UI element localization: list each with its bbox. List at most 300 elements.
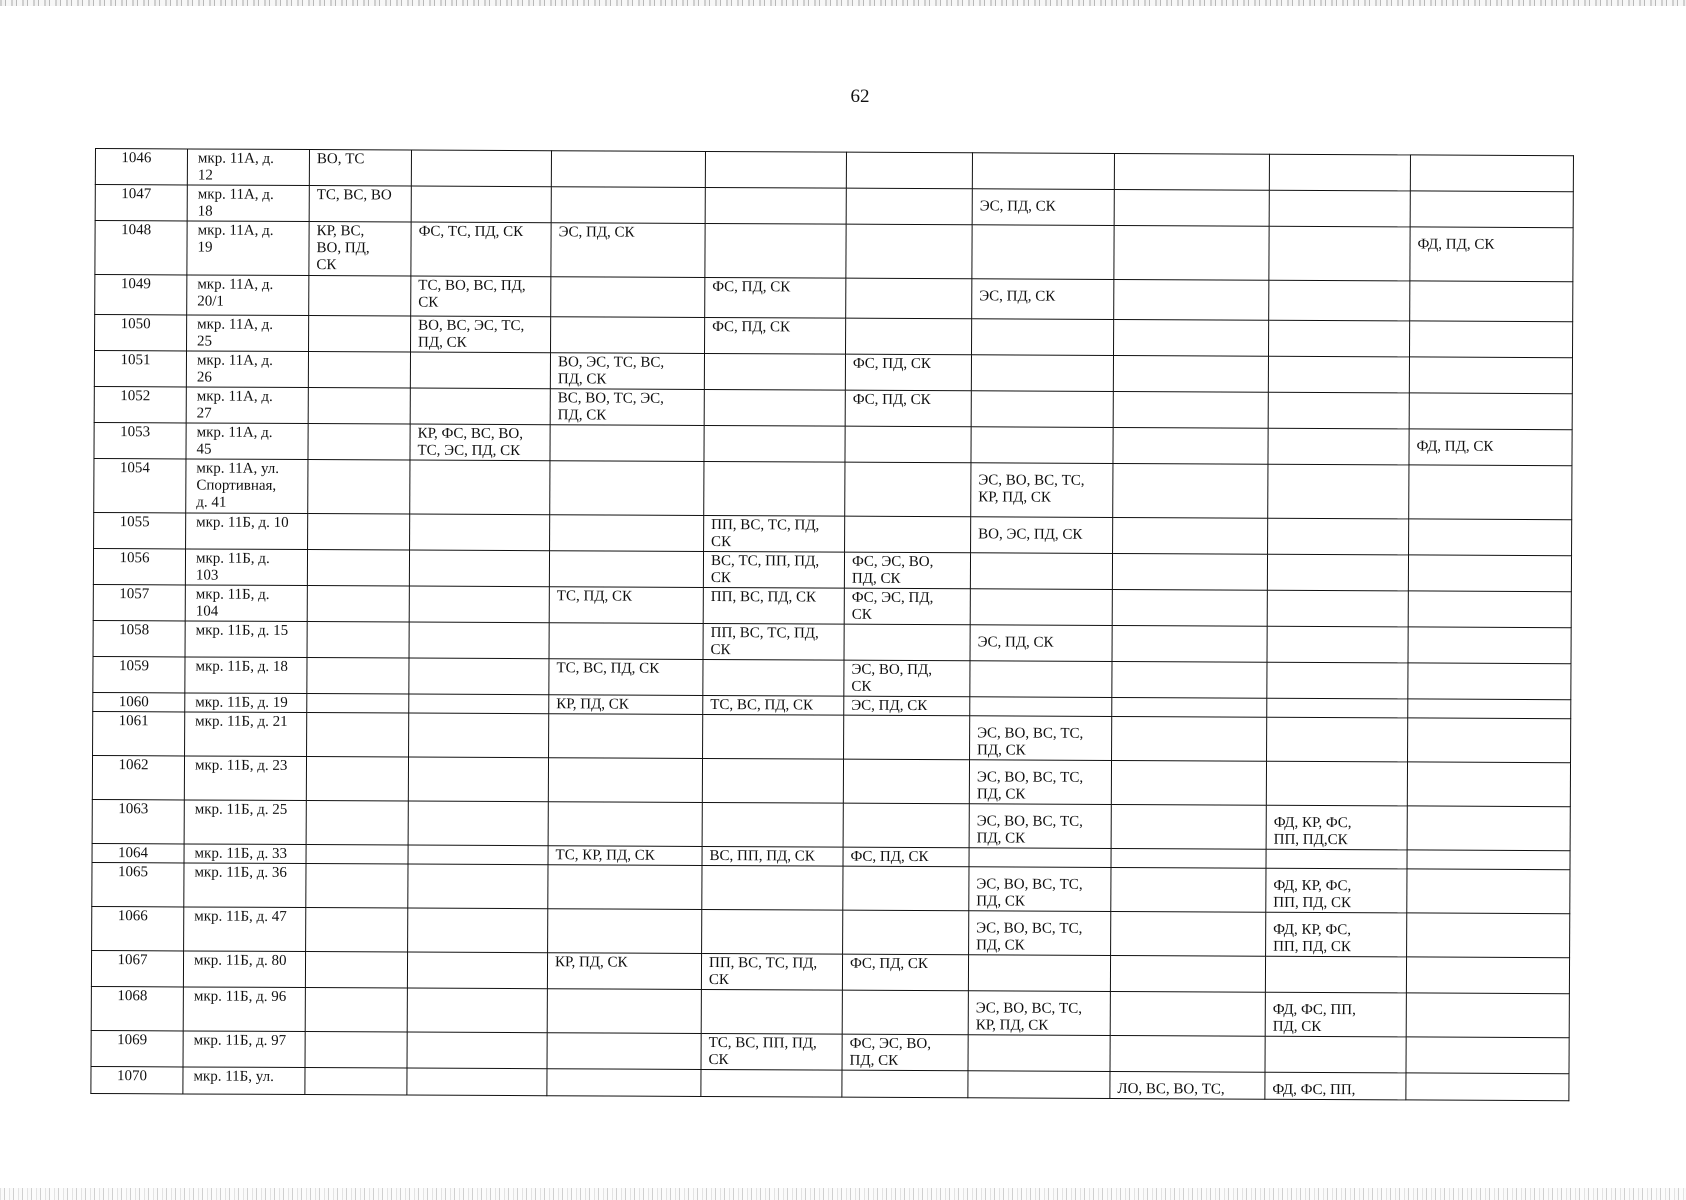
category-cell-text: ЭС, ВО, ВС, ТС, ПД, СК <box>976 769 1084 803</box>
category-cell-7 <box>1110 991 1265 1036</box>
category-cell-3 <box>549 551 703 588</box>
address-cell: мкр. 11А, д. 26 <box>186 351 308 388</box>
category-cell-2 <box>409 622 549 659</box>
category-cell-9 <box>1409 357 1572 394</box>
category-cell-8 <box>1269 190 1410 227</box>
row-number-cell: 1065 <box>92 862 184 906</box>
category-cell-text: ЭС, ПД, СК <box>977 634 1054 651</box>
category-cell-6 <box>971 355 1113 392</box>
row-number-cell: 1056 <box>93 548 185 584</box>
category-cell-3 <box>549 714 703 759</box>
category-cell-4 <box>702 802 843 847</box>
category-cell-2 <box>409 586 549 623</box>
table-row <box>91 986 1569 1037</box>
row-number-cell: 1046 <box>95 149 187 185</box>
category-cell-6 <box>970 589 1112 626</box>
row-number-cell: 1062 <box>92 755 184 799</box>
category-cell-9 <box>1407 762 1570 807</box>
category-cell-7 <box>1110 1035 1265 1072</box>
category-cell-8 <box>1266 868 1407 913</box>
category-cell-8 <box>1268 428 1409 465</box>
category-cell-4 <box>702 758 843 803</box>
category-cell-1 <box>305 988 407 1032</box>
category-cell-8 <box>1267 554 1408 591</box>
category-cell-5 <box>843 759 969 804</box>
category-cell-8 <box>1267 590 1408 627</box>
category-cell-2 <box>408 845 548 865</box>
category-cell-text: ФД, КР, ФС, ПП, ПД, СК <box>1273 877 1352 912</box>
category-cell-2 <box>411 316 551 353</box>
category-cell-4 <box>704 353 845 390</box>
category-cell-9 <box>1410 191 1573 228</box>
category-cell-text: ПП, ВС, ТС, ПД, СК <box>708 955 818 989</box>
category-cell-9 <box>1409 321 1572 358</box>
category-cell-text: ФС, ЭС, ПД, СК <box>851 589 934 623</box>
address-cell: мкр. 11Б, д. 80 <box>183 951 305 988</box>
category-cell-7 <box>1113 427 1268 464</box>
category-cell-text: ТС, ВС, ПП, ПД, СК <box>708 1035 817 1069</box>
row-number-cell: 1054 <box>94 458 186 512</box>
row-number-cell: 1050 <box>95 315 187 351</box>
category-cell-9 <box>1408 718 1571 763</box>
row-number-cell: 1049 <box>95 275 187 315</box>
category-cell-text: ФС, ПД, СК <box>852 355 931 373</box>
address-cell: мкр. 11Б, д. 103 <box>185 549 307 586</box>
table-row <box>92 906 1570 957</box>
category-cell-text: ТС, ВО, ВС, ПД, СК <box>418 277 526 311</box>
category-cell-4 <box>701 989 842 1034</box>
category-cell-7 <box>1111 867 1266 912</box>
category-cell-6 <box>972 279 1114 320</box>
category-cell-7 <box>1111 804 1266 849</box>
category-cell-4 <box>703 587 844 624</box>
category-cell-5 <box>845 462 971 517</box>
category-cell-7 <box>1112 697 1267 717</box>
category-cell-text: ФД, ПД, СК <box>1416 438 1494 455</box>
category-cell-9 <box>1406 993 1569 1038</box>
category-cell-9 <box>1410 227 1573 282</box>
category-cell-7 <box>1111 848 1266 868</box>
category-cell-text: ПП, ВС, ТС, ПД, СК <box>711 517 820 551</box>
category-cell-1 <box>308 460 410 514</box>
category-cell-1 <box>309 150 411 186</box>
category-cell-8 <box>1269 280 1410 321</box>
category-cell-9 <box>1407 850 1570 870</box>
category-cell-4 <box>702 909 843 954</box>
row-number-cell: 1060 <box>93 692 185 711</box>
category-cell-6 <box>970 661 1112 698</box>
category-cell-7 <box>1111 760 1266 805</box>
category-cell-6 <box>969 760 1111 805</box>
category-cell-3 <box>547 989 701 1034</box>
table-row <box>92 755 1570 806</box>
category-cell-3 <box>551 187 705 224</box>
address-cell: мкр. 11Б, ул. <box>183 1067 305 1095</box>
category-cell-text: ТС, ПД, СК <box>556 588 633 605</box>
category-cell-text: ВС, ВО, ТС, ЭС, ПД, СК <box>557 390 664 424</box>
category-cell-1 <box>306 908 408 952</box>
category-cell-5 <box>845 354 971 391</box>
address-cell: мкр. 11Б, д. 15 <box>185 621 307 658</box>
category-cell-7 <box>1113 391 1268 428</box>
table-row <box>93 711 1571 762</box>
category-cell-text: ФС, ПД, СК <box>712 319 791 336</box>
category-cell-1 <box>307 550 409 586</box>
category-cell-1 <box>308 424 410 460</box>
category-cell-text: ЭС, ВО, ВС, ТС, КР, ПД, СК <box>978 472 1085 506</box>
row-number-cell: 1059 <box>93 656 185 692</box>
category-cell-4 <box>701 953 842 990</box>
category-cell-5 <box>843 803 969 848</box>
category-cell-8 <box>1265 992 1406 1037</box>
category-cell-text: ФД, ФС, ПП, <box>1272 1081 1356 1099</box>
category-cell-3 <box>547 953 701 990</box>
address-cell: мкр. 11Б, д. 47 <box>184 907 306 952</box>
row-number-cell: 1048 <box>95 221 187 275</box>
category-cell-4 <box>703 659 844 696</box>
category-cell-7 <box>1110 1071 1265 1099</box>
category-cell-2 <box>410 352 550 389</box>
category-cell-9 <box>1409 393 1572 430</box>
category-cell-2 <box>410 388 550 425</box>
category-cell-6 <box>972 225 1114 280</box>
category-cell-2 <box>411 222 551 277</box>
category-cell-6 <box>970 625 1112 662</box>
category-cell-7 <box>1110 955 1265 992</box>
category-cell-6 <box>970 697 1112 717</box>
category-cell-4 <box>703 551 844 588</box>
row-number-cell: 1069 <box>91 1030 183 1066</box>
category-cell-8 <box>1265 1036 1406 1073</box>
category-cell-6 <box>969 867 1111 912</box>
category-cell-8 <box>1268 518 1409 555</box>
row-number-cell: 1058 <box>93 620 185 656</box>
address-cell: мкр. 11А, д. 19 <box>187 221 309 276</box>
category-cell-1 <box>307 586 409 622</box>
category-cell-1 <box>309 186 411 222</box>
address-cell: мкр. 11А, д. 18 <box>187 185 309 222</box>
address-cell: мкр. 11Б, д. 19 <box>185 693 307 713</box>
table-row <box>92 799 1570 850</box>
address-cell: мкр. 11Б, д. 97 <box>183 1031 305 1068</box>
category-cell-2 <box>407 988 547 1033</box>
category-cell-3 <box>551 223 705 278</box>
category-cell-3 <box>548 758 702 803</box>
category-cell-9 <box>1408 699 1571 719</box>
category-cell-6 <box>968 955 1110 992</box>
category-cell-7 <box>1112 589 1267 626</box>
category-cell-9 <box>1408 663 1571 700</box>
category-cell-2 <box>411 150 551 187</box>
category-cell-text: КР, ВС, ВО, ПД, СК <box>316 223 370 274</box>
category-cell-3 <box>549 659 703 696</box>
category-cell-9 <box>1407 806 1570 851</box>
row-number-cell: 1067 <box>91 950 183 986</box>
scan-bottom-edge <box>0 1188 1686 1200</box>
category-cell-4 <box>705 317 846 354</box>
category-cell-4 <box>705 151 846 188</box>
address-cell: мкр. 11Б, д. 96 <box>183 987 305 1032</box>
category-cell-8 <box>1269 226 1410 281</box>
category-cell-1 <box>305 1068 407 1095</box>
category-cell-5 <box>845 390 971 427</box>
category-cell-8 <box>1268 320 1409 357</box>
category-cell-text: ВС, ПП, ПД, СК <box>709 848 815 865</box>
category-cell-3 <box>549 695 703 715</box>
category-cell-text: ТС, ВС, ВО <box>316 187 392 204</box>
category-cell-8 <box>1265 1072 1406 1100</box>
category-cell-3 <box>550 461 704 516</box>
category-cell-8 <box>1267 717 1408 762</box>
category-cell-4 <box>704 461 845 516</box>
category-cell-1 <box>307 622 409 658</box>
category-cell-8 <box>1266 849 1407 869</box>
category-cell-7 <box>1114 225 1269 280</box>
category-cell-2 <box>410 460 550 515</box>
category-cell-7 <box>1113 355 1268 392</box>
category-cell-3 <box>547 1033 701 1070</box>
row-number-cell: 1057 <box>93 584 185 620</box>
category-cell-text: ФС, ЭС, ВО, ПД, СК <box>849 1035 932 1069</box>
category-cell-text: ВО, ЭС, ТС, ВС, ПД, СК <box>557 354 665 388</box>
category-cell-text: КР, ПД, СК <box>556 696 629 713</box>
category-cell-8 <box>1268 356 1409 393</box>
category-cell-7 <box>1114 279 1269 320</box>
category-cell-4 <box>702 846 843 866</box>
scan-top-edge <box>0 0 1686 6</box>
table-wrapper <box>90 148 1574 1101</box>
category-cell-text: КР, ФС, ВС, ВО, ТС, ЭС, ПД, СК <box>417 425 524 460</box>
category-cell-6 <box>970 716 1112 761</box>
address-cell: мкр. 11А, д. 27 <box>186 387 308 424</box>
category-cell-3 <box>551 151 705 188</box>
category-cell-text: ЭС, ВО, ВС, ТС, ПД, СК <box>976 876 1083 910</box>
category-cell-1 <box>306 845 408 864</box>
category-cell-text: ТС, ВС, ПД, СК <box>556 660 660 677</box>
category-cell-5 <box>844 552 970 589</box>
category-cell-6 <box>972 153 1114 190</box>
category-cell-5 <box>844 660 970 697</box>
category-cell-2 <box>410 514 550 551</box>
category-cell-1 <box>305 1032 407 1068</box>
category-cell-text: ЭС, ПД, СК <box>558 224 635 241</box>
category-cell-text: ВО, ВС, ЭС, ТС, ПД, СК <box>418 317 525 351</box>
address-cell: мкр. 11Б, д. 104 <box>185 585 307 622</box>
category-cell-6 <box>971 391 1113 428</box>
category-cell-5 <box>844 696 970 716</box>
category-cell-5 <box>846 152 972 189</box>
category-cell-9 <box>1409 429 1572 466</box>
category-cell-9 <box>1410 281 1573 322</box>
category-cell-1 <box>309 276 411 316</box>
category-cell-5 <box>846 224 972 279</box>
category-cell-text: ФД, ФС, ПП, ПД, СК <box>1272 1001 1356 1036</box>
category-cell-3 <box>551 317 705 354</box>
row-number-cell: 1061 <box>93 711 185 755</box>
category-cell-text: ЭС, ВО, ВС, ТС, КР, ПД, СК <box>975 1000 1083 1034</box>
category-cell-text: ЭС, ВО, ВС, ТС, ПД, СК <box>976 813 1083 847</box>
category-cell-9 <box>1408 591 1571 628</box>
category-cell-9 <box>1407 913 1570 958</box>
category-cell-2 <box>408 757 548 802</box>
category-cell-2 <box>409 658 549 695</box>
category-cell-1 <box>309 222 411 276</box>
category-cell-3 <box>548 846 702 866</box>
address-cell: мкр. 11Б, д. 23 <box>184 756 306 801</box>
category-cell-6 <box>971 427 1113 464</box>
category-cell-6 <box>970 553 1112 590</box>
category-cell-2 <box>408 908 548 953</box>
category-cell-4 <box>703 714 844 759</box>
table-row <box>92 862 1570 913</box>
category-cell-7 <box>1111 911 1266 956</box>
category-cell-text: ЭС, ПД, СК <box>979 198 1056 215</box>
category-cell-5 <box>842 954 968 991</box>
category-cell-5 <box>842 1034 968 1071</box>
category-cell-7 <box>1112 661 1267 698</box>
category-cell-text: ВО, ТС <box>316 151 365 168</box>
row-number-cell: 1052 <box>94 386 186 422</box>
category-cell-6 <box>969 911 1111 956</box>
category-cell-6 <box>971 517 1113 554</box>
row-number-cell: 1063 <box>92 799 184 843</box>
address-cell: мкр. 11Б, д. 36 <box>184 863 306 908</box>
category-cell-9 <box>1408 627 1571 664</box>
category-cell-1 <box>306 801 408 845</box>
category-cell-3 <box>551 277 705 318</box>
category-cell-4 <box>703 695 844 715</box>
category-cell-6 <box>968 1035 1110 1072</box>
category-cell-3 <box>548 865 702 910</box>
category-cell-4 <box>704 425 845 462</box>
category-cell-3 <box>550 389 704 426</box>
table-row <box>94 458 1572 519</box>
category-cell-4 <box>703 623 844 660</box>
category-cell-5 <box>845 426 971 463</box>
category-cell-3 <box>548 802 702 847</box>
category-cell-5 <box>844 588 970 625</box>
category-cell-text: ЭС, ПД, СК <box>979 288 1056 305</box>
category-cell-7 <box>1112 716 1267 761</box>
category-cell-7 <box>1114 153 1269 190</box>
address-cell: мкр. 11А, д. 45 <box>186 423 308 460</box>
category-cell-7 <box>1113 517 1268 554</box>
category-cell-text: ПП, ВС, ПД, СК <box>710 589 817 606</box>
data-table <box>90 148 1574 1101</box>
category-cell-9 <box>1408 555 1571 592</box>
category-cell-2 <box>409 550 549 587</box>
category-cell-2 <box>408 801 548 846</box>
category-cell-1 <box>307 713 409 757</box>
category-cell-text: ФС, ЭС, ВО, ПД, СК <box>851 553 934 587</box>
category-cell-3 <box>550 425 704 462</box>
category-cell-text: ФС, ПД, СК <box>849 955 928 973</box>
page-number: 62 <box>850 86 870 107</box>
category-cell-5 <box>842 990 968 1035</box>
address-cell: мкр. 11Б, д. 18 <box>185 657 307 694</box>
category-cell-text: ВО, ЭС, ПД, СК <box>978 526 1083 543</box>
category-cell-3 <box>549 623 703 660</box>
category-cell-7 <box>1113 319 1268 356</box>
category-cell-8 <box>1269 154 1410 191</box>
category-cell-8 <box>1267 662 1408 699</box>
category-cell-6 <box>968 1071 1110 1099</box>
table-row <box>95 221 1573 282</box>
category-cell-7 <box>1114 189 1269 226</box>
category-cell-5 <box>846 188 972 225</box>
category-cell-7 <box>1113 463 1268 518</box>
category-cell-text: ФС, ТС, ПД, СК <box>418 223 524 241</box>
category-cell-8 <box>1266 805 1407 850</box>
category-cell-text: ВС, ТС, ПП, ПД, СК <box>710 553 820 587</box>
address-cell: мкр. 11Б, д. 33 <box>184 844 306 864</box>
category-cell-9 <box>1406 1073 1569 1101</box>
address-cell: мкр. 11А, ул. Спортивная, д. 41 <box>186 459 308 514</box>
category-cell-5 <box>846 278 972 319</box>
address-cell: мкр. 11Б, д. 10 <box>186 513 308 550</box>
row-number-cell: 1066 <box>92 906 184 950</box>
category-cell-2 <box>407 1032 547 1069</box>
category-cell-4 <box>701 1069 842 1097</box>
category-cell-2 <box>411 186 551 223</box>
category-cell-9 <box>1407 869 1570 914</box>
category-cell-6 <box>969 804 1111 849</box>
address-cell: мкр. 11Б, д. 25 <box>184 800 306 845</box>
address-cell: мкр. 11Б, д. 21 <box>185 712 307 757</box>
category-cell-text: ФД, ПД, СК <box>1417 236 1495 253</box>
category-cell-6 <box>968 991 1110 1036</box>
category-cell-4 <box>705 277 846 318</box>
category-cell-1 <box>308 388 410 424</box>
category-cell-5 <box>843 847 969 867</box>
category-cell-8 <box>1267 698 1408 718</box>
category-cell-1 <box>308 514 410 550</box>
category-cell-6 <box>971 463 1113 518</box>
category-cell-2 <box>407 1068 547 1096</box>
category-cell-4 <box>704 389 845 426</box>
row-number-cell: 1047 <box>95 185 187 221</box>
category-cell-text: ФС, ПД, СК <box>852 391 931 409</box>
category-cell-1 <box>308 352 410 388</box>
category-cell-2 <box>409 694 549 714</box>
category-cell-2 <box>410 424 550 461</box>
row-number-cell: 1064 <box>92 843 184 862</box>
category-cell-6 <box>969 848 1111 868</box>
category-cell-8 <box>1268 392 1409 429</box>
category-cell-5 <box>845 516 971 553</box>
category-cell-9 <box>1409 519 1572 556</box>
category-cell-3 <box>550 515 704 552</box>
category-cell-1 <box>306 864 408 908</box>
category-cell-6 <box>971 319 1113 356</box>
category-cell-4 <box>704 515 845 552</box>
category-cell-2 <box>409 713 549 758</box>
category-cell-2 <box>411 276 551 317</box>
category-cell-1 <box>305 952 407 988</box>
category-cell-text: ФС, ПД, СК <box>850 848 929 866</box>
category-cell-text: ФД, КР, ФС, ПП, ПД,СК <box>1273 814 1352 849</box>
category-cell-7 <box>1112 625 1267 662</box>
category-cell-5 <box>846 318 972 355</box>
category-cell-8 <box>1266 912 1407 957</box>
category-cell-text: ЛО, ВС, ВО, ТС, <box>1117 1081 1225 1098</box>
category-cell-1 <box>307 658 409 694</box>
category-cell-4 <box>702 865 843 910</box>
category-cell-9 <box>1410 155 1573 192</box>
category-cell-text: ПП, ВС, ТС, ПД, СК <box>710 625 819 659</box>
address-cell: мкр. 11А, д. 12 <box>187 149 309 186</box>
category-cell-3 <box>548 909 702 954</box>
